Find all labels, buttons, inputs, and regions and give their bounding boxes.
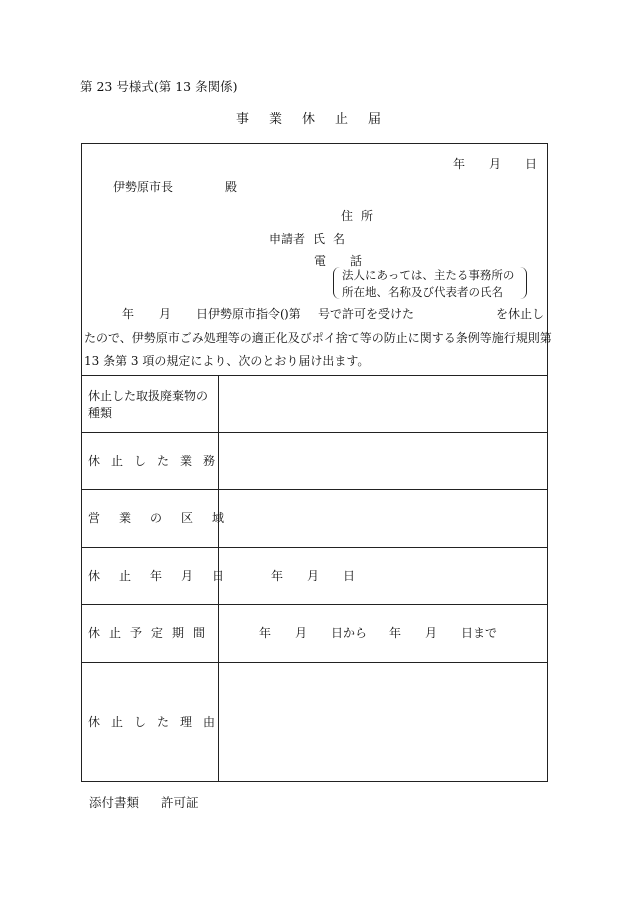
- period-from-year: 年: [259, 626, 272, 640]
- date-year-label: 年: [453, 157, 466, 171]
- label-waste-type: 休止した取扱廃棄物の: [88, 389, 209, 403]
- divider: [81, 375, 548, 376]
- corporate-note-line1: 法人にあっては、主たる事務所の: [342, 268, 515, 282]
- period-from-day: 日から: [331, 626, 368, 640]
- name-label: 氏名: [313, 232, 354, 246]
- statement-suspend: を休止し: [496, 307, 545, 321]
- divider: [81, 489, 548, 490]
- date-month-label: 月: [489, 157, 502, 171]
- submission-date: [453, 158, 537, 170]
- page-title: 事業休止届: [236, 112, 402, 127]
- divider: [81, 604, 548, 605]
- period-from-month: 月: [295, 626, 308, 640]
- phone-label-1: 電: [314, 254, 327, 268]
- suspension-date-month: 月: [307, 569, 320, 583]
- statement-month: 月: [159, 307, 172, 321]
- period-to-day: 日まで: [461, 626, 498, 640]
- applicant-group-label: 申請者: [269, 232, 306, 246]
- period-to-month: 月: [425, 626, 438, 640]
- label-business-area: 営業の区域: [88, 511, 244, 525]
- form-number: 第 23 号様式(第 13 条関係): [80, 79, 238, 94]
- attachments-value: 許可証: [161, 795, 199, 810]
- statement-permit: 号で許可を受けた: [318, 307, 415, 321]
- label-suspension-reason: 休止した理由: [88, 715, 227, 729]
- statement-line2: たので、伊勢原市ごみ処理等の適正化及びポイ捨て等の防止に関する条例等施行規則第: [84, 331, 552, 345]
- statement-order: 日伊勢原市指令(: [196, 307, 285, 321]
- recipient-name: 伊勢原市長: [113, 180, 174, 194]
- applicant-name-row: [269, 233, 353, 245]
- statement-order-close: )第: [284, 307, 301, 321]
- statement-year: 年: [122, 307, 135, 321]
- divider: [81, 547, 548, 548]
- attachments-label: 添付書類: [89, 795, 140, 810]
- suspension-date-day: 日: [343, 569, 356, 583]
- corporate-note-line2: 所在地、名称及び代表者の氏名: [342, 285, 503, 299]
- address-label: 住所: [341, 209, 382, 223]
- divider: [81, 432, 548, 433]
- label-suspension-date: 休止年月日: [88, 569, 244, 583]
- divider: [81, 662, 548, 663]
- phone-label-2: 話: [350, 254, 363, 268]
- recipient: [113, 181, 237, 193]
- phone-label: [314, 255, 362, 267]
- label-suspended-business: 休止した業務: [88, 454, 227, 468]
- statement-line3: 13 条第 3 項の規定により、次のとおり届け出ます。: [84, 354, 370, 368]
- date-day-label: 日: [525, 157, 538, 171]
- label-planned-period: 休止予定期間: [88, 626, 215, 640]
- honorific: 殿: [225, 180, 238, 194]
- label-waste-type-2: 種類: [88, 406, 113, 420]
- suspension-date-year: 年: [271, 569, 284, 583]
- attachments: [89, 797, 199, 810]
- period-to-year: 年: [389, 626, 402, 640]
